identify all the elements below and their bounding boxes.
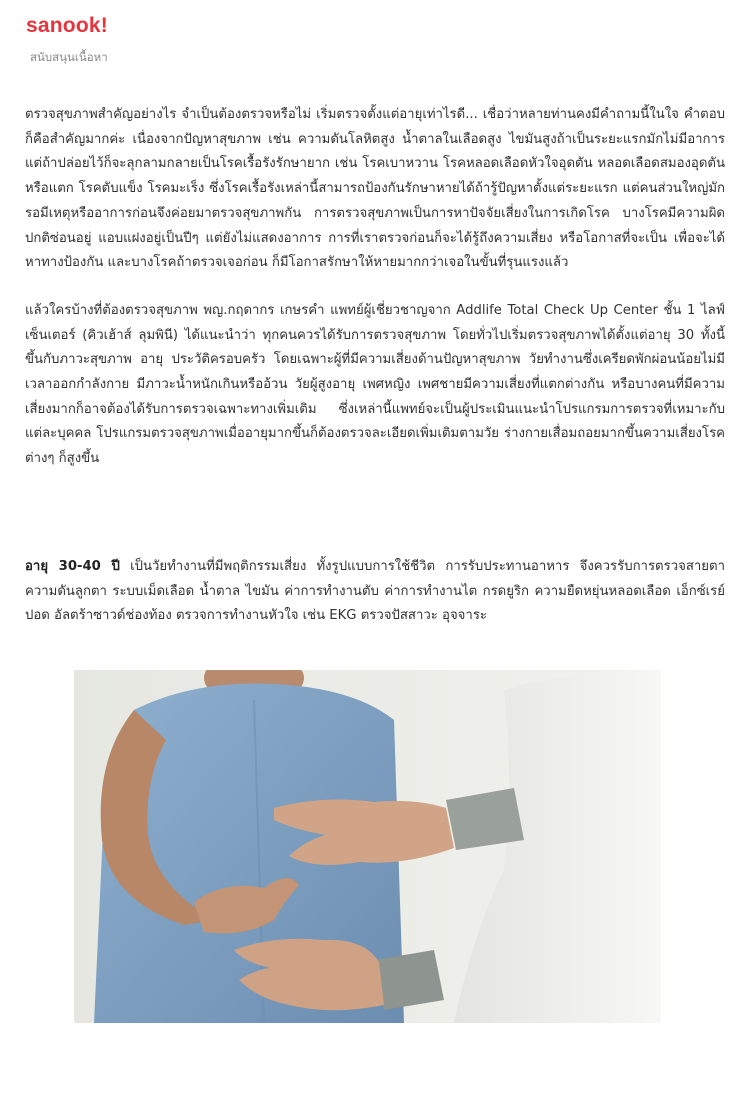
photo-illustration	[74, 670, 661, 1023]
sponsored-content-label: สนับสนุนเนื้อหา	[30, 50, 108, 64]
age-30-40-paragraph	[25, 555, 725, 629]
intro-paragraph: ตรวจสุขภาพสำคัญอย่างไร จำเป็นต้องตรวจหรือไม่ เริ่มตรวจตั้งแต่อายุเท่าไรดี... เชื่อว่าหลายท่านคงมีคำถามนี้ในใจ คำตอบก็คือสำคัญมากค่ะ เนื่องจากปัญหาสุขภาพ เช่น ความดันโลหิตสูง น้ำตาลในเลือดสูง ไขมันสูงถ้าเป็นระยะแรกมักไม่มีอาการแต่ถ้าปล่อยไว้ก็จะลุกลามกลายเป็นโรคเรื้อรังรักษายาก เช่น โรคเบาหวาน โรคหลอดเลือดหัวใจอุดตัน หลอดเลือดสมองอุดตันหรือแตก โรคตับแข็ง โรคมะเร็ง ซึ่งโรคเรื้อรังเหล่านี้สามารถป้องกันรักษาหายได้ถ้ารู้ปัญหาตั้งแต่ระยะแรก แต่คนส่วนใหญ่มักรอมีเหตุหรืออาการก่อนจึงค่อยมาตรวจสุขภาพกัน การตรวจสุขภาพเป็นการหาปัจจัยเสี่ยงในการเกิดโรค บางโรคมีความผิดปกติซ่อนอยู่ แอบแฝงอยู่เป็นปีๆ แต่ยังไม่แสดงอาการ การที่เราตรวจก่อนก็จะได้รู้ถึงความเสี่ยง หรือโอกาสที่จะเป็น เพื่อจะได้หาทางป้องกัน และบางโรคถ้าตรวจเจอก่อน ก็มีโอกาสรักษาให้หายมากกว่าเจอในขั้นที่รุนแรงแล้ว	[25, 107, 725, 271]
who-should-check-paragraph: แล้วใครบ้างที่ต้องตรวจสุขภาพ พญ.กฤดากร เกษรคำ แพทย์ผู้เชี่ยวชาญจาก Addlife Total Check Up Center ชั้น 1 ไลฟ์เซ็นเตอร์ (คิวเฮ้าส์ ลุมพินี) ได้แนะนำว่า ทุกคนควรได้รับการตรวจสุขภาพ โดยทั่วไปเริ่มตรวจสุขภาพได้ตั้งแต่อายุ 30 ทั้งนี้ขึ้นกับภาวะสุขภาพ อายุ ประวัติครอบครัว โดยเฉพาะผู้ที่มีความเสี่ยงด้านปัญหาสุขภาพ วัยทำงานซึ่งเครียดพักผ่อนน้อยไม่มีเวลาออกกำลังกาย มีภาวะน้ำหนักเกินหรืออ้วน วัยผู้สูงอายุ เพศหญิง เพศชายมีความเสี่ยงที่แตกต่างกัน หรือบางคนที่มีความเสี่ยงมากก็อาจต้องได้รับการตรวจเฉพาะทางเพิ่มเติม ซึ่งเหล่านี้แพทย์จะเป็นผู้ประเมินแนะนำโปรแกรมการตรวจที่เหมาะกับแต่ละบุคคล โปรแกรมตรวจสุขภาพเมื่ออายุมากขึ้นก็ต้องตรวจละเอียดเพิ่มเติมตามวัย ร่างกายเสื่อมถอยมากขึ้นความเสี่ยงโรคต่างๆ ก็สูงขึ้น	[25, 302, 725, 467]
article-body	[25, 103, 725, 629]
site-header	[26, 12, 108, 65]
sanook-logo[interactable]: sanook!	[26, 14, 108, 37]
age-range-text: เป็นวัยทำงานที่มีพฤติกรรมเสี่ยง ทั้งรูปแบบการใช้ชีวิต การรับประทานอาหาร จึงควรรับการตรวจสายตา ความดันลูกตา ระบบเม็ดเลือด น้ำตาล ไขมัน ค่าการทำงานตับ ค่าการทำงานไต กรดยูริก ความยืดหยุ่นหลอดเลือด เอ็กซ์เรย์ปอด อัลตร้าซาวด์ช่องท้อง ตรวจการทำงานหัวใจ เช่น EKG ตรวจปัสสาวะ อุจจาระ	[25, 558, 725, 624]
back-pain-examination-photo	[74, 670, 661, 1023]
age-range-label: อายุ 30-40 ปี	[25, 558, 120, 574]
